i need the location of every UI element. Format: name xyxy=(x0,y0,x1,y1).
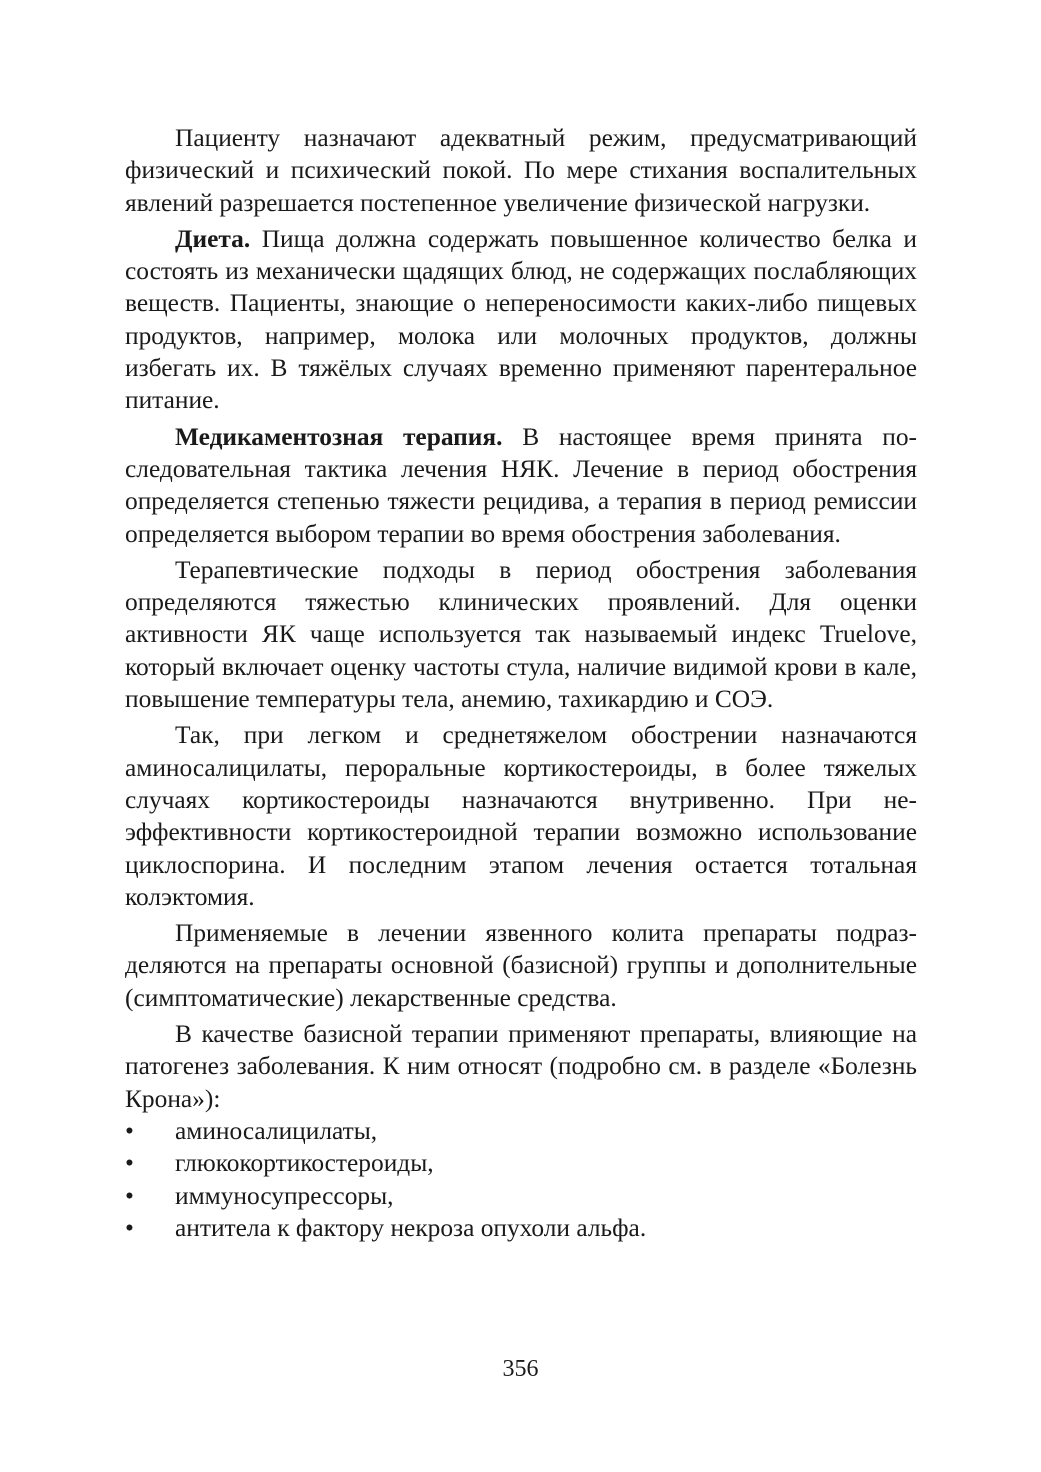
bullet-icon: • xyxy=(125,1116,134,1145)
list-item-text: иммуносупрессоры, xyxy=(175,1181,394,1210)
paragraph-text: Так, при легком и среднетяжелом обострении назначаются аминосалицилаты, пероральные кортикостероиды, в более тяжелых случаях кортикостероиды назначаются внутривенно. При неэффективности кортикостероидной терапии возможно использование циклоспорина. И последним этапом лечения остается тотальная колэктомия. xyxy=(125,721,917,911)
list-item xyxy=(125,1147,917,1179)
paragraph-diet xyxy=(125,223,917,417)
paragraph-heading-diet: Диета. xyxy=(175,224,251,253)
page-number: 356 xyxy=(502,1356,539,1382)
paragraph-exacerbation-treatment xyxy=(125,719,917,913)
list-item xyxy=(125,1180,917,1212)
paragraph-regimen xyxy=(125,122,917,219)
paragraph-text: Терапевтические подходы в период обострения заболевания определяются тяжестью клинических проявлений. Для оценки активности ЯК чаще используется так называемый индекс Truelove, который включает оценку частоты стула, наличие видимой крови в кале, повышение температуры тела, анемию, тахикардию и СОЭ. xyxy=(125,555,917,714)
list-item xyxy=(125,1212,917,1244)
list-item-text: глюкокортикостероиды, xyxy=(175,1149,434,1178)
paragraph-text: Пациенту назначают адекватный режим, предусматривающий физический и психический покой. По мере стихания воспалительных явлений разрешается постепенное увеличение физической нагрузки. xyxy=(125,124,917,217)
paragraph-basic-therapy xyxy=(125,1018,917,1115)
paragraph-text: Применяемые в лечении язвенного колита препараты подразделяются на препараты основной (базисной) группы и дополнительные (симптоматические) лекарственные средства. xyxy=(125,919,917,1012)
paragraph-text: В качестве базисной терапии применяют препараты, влияющие на патогенез заболевания. К ним относят (подробно см. в разделе «Болезнь Крона»): xyxy=(125,1020,917,1113)
list-item-text: антитела к фактору некроза опухоли альфа. xyxy=(175,1213,647,1242)
paragraph-heading-drug-therapy: Медикаментозная терапия. xyxy=(175,422,503,451)
list-item-text: аминосалицилаты, xyxy=(175,1116,378,1145)
bullet-icon: • xyxy=(125,1149,134,1178)
paragraph-text: Пища должна содержать повышенное количество белка и состоять из механически щадящих блюд, не содержащих послабляющих веществ. Пациенты, знающие о непереносимости каких-либо пищевых продуктов, например, молока или молочных продуктов, должны избегать их. В тяжёлых случаях временно применяют парентеральное питание. xyxy=(125,224,917,415)
bullet-list xyxy=(125,1115,917,1244)
list-item xyxy=(125,1115,917,1147)
paragraph-truelove-index xyxy=(125,554,917,715)
paragraph-text: В настоящее время принята последовательная тактика лечения НЯК. Лечение в период обострения определяется степенью тяжести рецидива, а терапия в период ремиссии определяется выбором терапии во время обострения заболевания. xyxy=(125,422,918,548)
paragraph-drug-groups xyxy=(125,917,917,1014)
body-text xyxy=(125,122,917,1244)
paragraph-drug-therapy xyxy=(125,421,917,550)
bullet-icon: • xyxy=(125,1213,134,1242)
bullet-icon: • xyxy=(125,1181,134,1210)
